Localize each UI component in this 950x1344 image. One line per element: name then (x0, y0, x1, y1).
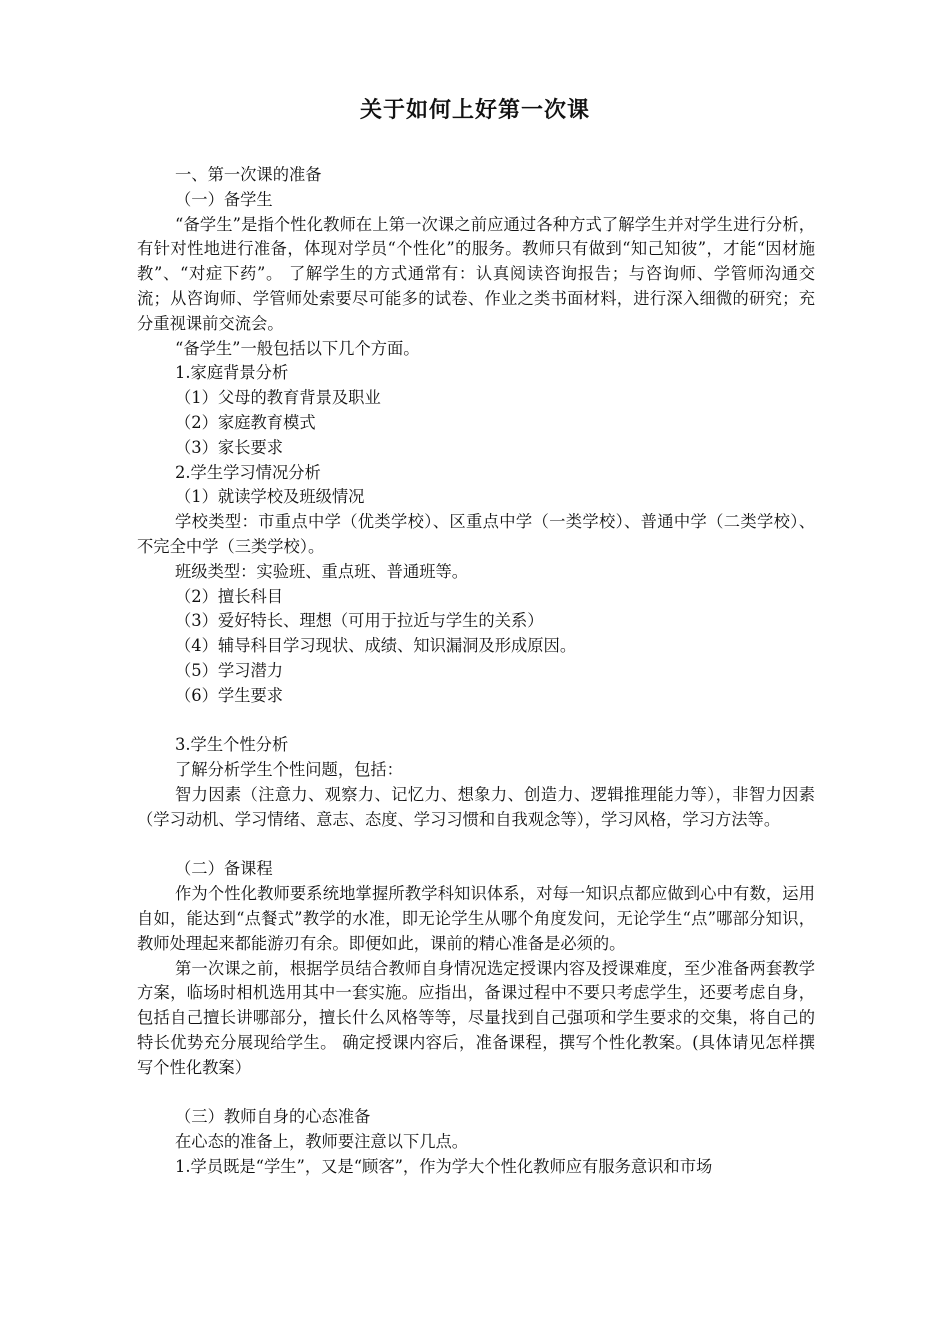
paragraph: “备学生”一般包括以下几个方面。 (175, 338, 420, 358)
paragraph: 作为个性化教师要系统地掌握所教学科知识体系，对每一知识点都应做到心中有数，运用自如，能达到“点餐式”教学的水准，即无论学生从哪个角度发问，无论学生“点”哪部分知识，教师处理起来都能游刃有余。即便如此，课前的精心准备是必须的。 (137, 884, 815, 953)
subsection-heading: （三）教师自身的心态准备 (175, 1107, 371, 1127)
list-item: （1）就读学校及班级情况 (175, 487, 365, 507)
paragraph: 了解分析学生个性问题，包括： (175, 760, 403, 780)
list-item: （2）家庭教育模式 (175, 412, 316, 432)
list-item: （4）辅导科目学习现状、成绩、知识漏洞及形成原因。 (175, 636, 577, 656)
blank-line (137, 709, 815, 734)
list-item: （3）家长要求 (175, 437, 284, 457)
paragraph: 班级类型：实验班、重点班、普通班等。 (175, 561, 469, 581)
document-title: 关于如何上好第一次课 (359, 97, 590, 123)
paragraph: 智力因素（注意力、观察力、记忆力、想象力、创造力、逻辑推理能力等），非智力因素（学习动机、学习情绪、意志、态度、学习习惯和自我观念等），学习风格，学习方法等。 (137, 784, 815, 829)
list-item: （6）学生要求 (175, 685, 284, 705)
list-heading: 3.学生个性分析 (175, 735, 289, 755)
blank-line (137, 833, 815, 858)
blank-line (137, 1080, 815, 1105)
subsection-heading: （二）备课程 (175, 859, 273, 879)
list-heading: 2.学生学习情况分析 (175, 462, 321, 482)
list-item: （1）父母的教育背景及职业 (175, 388, 381, 408)
paragraph: 1.学员既是“学生”，又是“顾客”，作为学大个性化教师应有服务意识和市场 (175, 1156, 713, 1176)
section-heading: 一、第一次课的准备 (175, 165, 322, 184)
list-item: （2）擅长科目 (175, 586, 284, 606)
document-body (137, 163, 815, 1180)
list-item: （3）爱好特长、理想（可用于拉近与学生的关系） (175, 611, 544, 631)
subsection-heading: （一）备学生 (175, 189, 273, 209)
paragraph: “备学生”是指个性化教师在上第一次课之前应通过各种方式了解学生并对学生进行分析，有针对性地进行准备，体现对学员“个性化”的服务。教师只有做到“知己知彼”，才能“因材施教”、“对症下药”。 了解学生的方式通常有：认真阅读咨询报告；与咨询师、学管师沟通交流；从咨询师、学管师处索要尽可能多的试卷、作业之类书面材料，进行深入细微的研究；充分重视课前交流会。 (137, 214, 815, 333)
paragraph: 第一次课之前，根据学员结合教师自身情况选定授课内容及授课难度，至少准备两套教学方案，临场时相机选用其中一套实施。应指出，备课过程中不要只考虑学生，还要考虑自身，包括自己擅长讲哪部分，擅长什么风格等等，尽量找到自己强项和学生要求的交集，将自己的特长优势充分展现给学生。 确定授课内容后，准备课程，撰写个性化教案。(具体请见怎样撰写个性化教案） (137, 958, 815, 1077)
list-item: （5）学习潜力 (175, 660, 284, 680)
paragraph: 在心态的准备上，教师要注意以下几点。 (175, 1132, 469, 1152)
paragraph: 学校类型：市重点中学（优类学校）、区重点中学（一类学校）、普通中学（二类学校）、不完全中学（三类学校）。 (137, 512, 815, 556)
list-heading: 1.家庭背景分析 (175, 363, 289, 383)
